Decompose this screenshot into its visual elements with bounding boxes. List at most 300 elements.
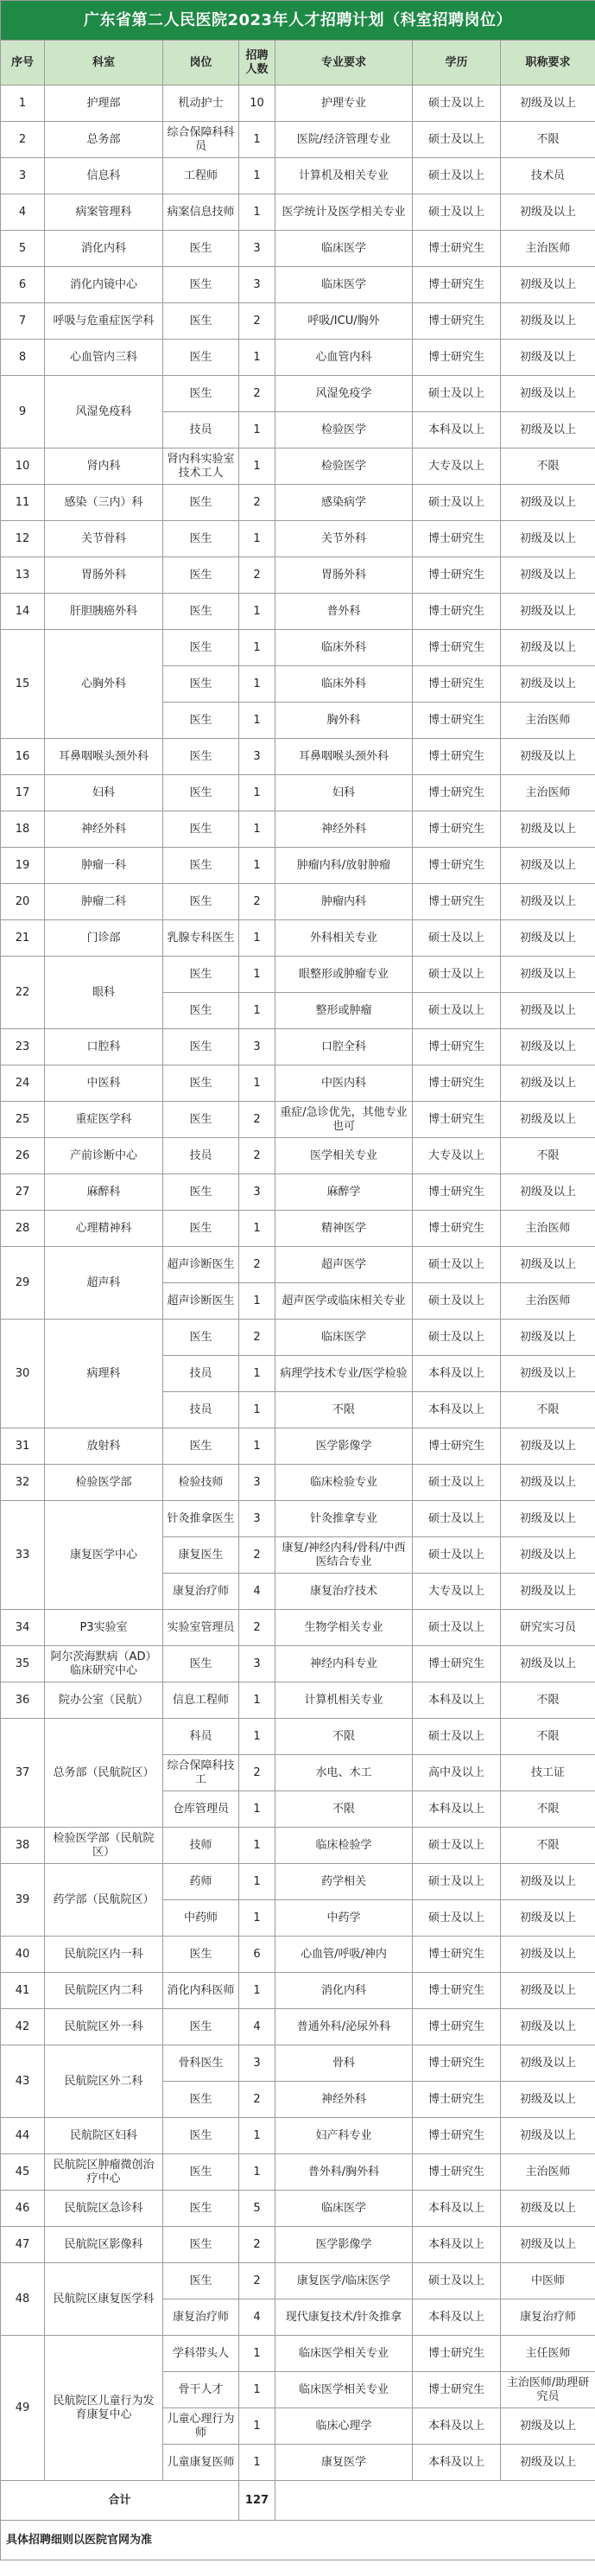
cell-department: 心血管内三科 [45,340,163,376]
cell-major: 中药学 [275,1900,413,1937]
cell-serial-no: 42 [1,2009,45,2045]
cell-headcount: 1 [239,703,275,739]
cell-degree: 博士研究生 [413,1211,501,1247]
cell-department: 门诊部 [45,920,163,957]
cell-title-requirement: 研究实习员 [501,1610,595,1646]
cell-headcount: 1 [239,1283,275,1320]
cell-degree: 硕士及以上 [413,1537,501,1574]
table-row [1,920,595,957]
cell-title-requirement: 主治医师 [501,775,595,811]
cell-headcount: 1 [239,1900,275,1937]
cell-department: 检验医学部 [45,1465,163,1501]
table-row [1,594,595,630]
cell-serial-no: 37 [1,1719,45,1828]
cell-degree: 大专及以上 [413,448,501,485]
cell-degree: 大专及以上 [413,1138,501,1174]
cell-degree: 博士研究生 [413,630,501,666]
cell-headcount: 2 [239,1610,275,1646]
cell-degree: 博士研究生 [413,848,501,884]
cell-headcount: 1 [239,2445,275,2481]
table-row [1,957,595,993]
cell-department: 妇科 [45,775,163,811]
cell-degree: 硕士及以上 [413,1900,501,1937]
cell-department: 产前诊断中心 [45,1138,163,1174]
table-row [1,1247,595,1283]
cell-position: 技员 [163,1138,239,1174]
cell-headcount: 2 [239,1138,275,1174]
cell-department: 呼吸与危重症医学科 [45,303,163,340]
cell-serial-no: 12 [1,521,45,557]
cell-title-requirement: 初级及以上 [501,86,595,122]
cell-degree: 硕士及以上 [413,1610,501,1646]
cell-serial-no: 9 [1,376,45,448]
cell-position: 技员 [163,1392,239,1428]
cell-major: 康复治疗技术 [275,1574,413,1610]
cell-headcount: 3 [239,1465,275,1501]
cell-title-requirement: 初级及以上 [501,848,595,884]
cell-title-requirement: 初级及以上 [501,2045,595,2082]
cell-major: 临床外科 [275,630,413,666]
table-row [1,739,595,775]
cell-serial-no: 40 [1,1937,45,1973]
cell-position: 技员 [163,412,239,448]
cell-department: 信息科 [45,158,163,194]
cell-major: 普外科/胸外科 [275,2154,413,2191]
table-body [1,86,595,2481]
cell-serial-no: 38 [1,1828,45,1864]
cell-position: 儿童康复医师 [163,2445,239,2481]
cell-department: 感染（三内）科 [45,485,163,521]
cell-headcount: 1 [239,1428,275,1465]
cell-headcount: 2 [239,2082,275,2118]
cell-major: 整形或肿瘤 [275,993,413,1029]
cell-serial-no: 25 [1,1102,45,1138]
cell-serial-no: 23 [1,1029,45,1065]
cell-department: 重症医学科 [45,1102,163,1138]
cell-major: 康复/神经内科/骨科/中西医结合专业 [275,1537,413,1574]
cell-major: 药学相关 [275,1864,413,1900]
table-row [1,1102,595,1138]
cell-major: 神经内科专业 [275,1646,413,1682]
cell-headcount: 1 [239,1864,275,1900]
cell-title-requirement: 初级及以上 [501,2118,595,2154]
cell-department: 民航院区儿童行为发育康复中心 [45,2336,163,2481]
cell-position: 机动护士 [163,86,239,122]
table-row [1,303,595,340]
cell-position: 药师 [163,1864,239,1900]
cell-title-requirement: 技术员 [501,158,595,194]
table-row [1,1610,595,1646]
cell-major: 医学影像学 [275,1428,413,1465]
cell-degree: 博士研究生 [413,1646,501,1682]
cell-position: 医生 [163,848,239,884]
cell-serial-no: 46 [1,2191,45,2227]
cell-degree: 博士研究生 [413,557,501,594]
cell-serial-no: 8 [1,340,45,376]
cell-position: 医生 [163,2082,239,2118]
cell-position: 乳腺专科医生 [163,920,239,957]
cell-serial-no: 17 [1,775,45,811]
cell-major: 针灸推拿专业 [275,1501,413,1537]
cell-major: 超声医学 [275,1247,413,1283]
cell-title-requirement: 初级及以上 [501,267,595,303]
column-header-department: 科室 [45,41,163,86]
table-row [1,1828,595,1864]
cell-title-requirement: 不限 [501,448,595,485]
cell-headcount: 1 [239,957,275,993]
cell-major: 胸外科 [275,703,413,739]
cell-degree: 本科及以上 [413,2191,501,2227]
cell-headcount: 1 [239,811,275,848]
cell-department: 民航院区急诊科 [45,2191,163,2227]
cell-serial-no: 31 [1,1428,45,1465]
cell-title-requirement: 康复治疗师 [501,2299,595,2336]
cell-department: 心胸外科 [45,630,163,739]
cell-department: 消化内科 [45,231,163,267]
cell-department: 耳鼻咽喉头颈外科 [45,739,163,775]
table-row [1,1501,595,1537]
cell-serial-no: 29 [1,1247,45,1320]
table-row [1,1973,595,2009]
table-row [1,2191,595,2227]
cell-serial-no: 36 [1,1682,45,1719]
cell-degree: 硕士及以上 [413,194,501,231]
cell-title-requirement: 初级及以上 [501,2227,595,2263]
cell-position: 病案信息技师 [163,194,239,231]
cell-serial-no: 44 [1,2118,45,2154]
cell-department: P3实验室 [45,1610,163,1646]
cell-title-requirement: 主治医师/助理研究员 [501,2372,595,2408]
cell-degree: 硕士及以上 [413,376,501,412]
table-row [1,1719,595,1755]
cell-title-requirement: 初级及以上 [501,1537,595,1574]
cell-title-requirement: 主治医师 [501,1283,595,1320]
cell-headcount: 2 [239,557,275,594]
cell-position: 超声诊断医生 [163,1247,239,1283]
cell-major: 神经外科 [275,811,413,848]
cell-major: 医学相关专业 [275,1138,413,1174]
cell-position: 医生 [163,739,239,775]
cell-position: 实验室管理员 [163,1610,239,1646]
cell-position: 医生 [163,485,239,521]
cell-title-requirement: 不限 [501,1392,595,1428]
table-row [1,1465,595,1501]
table-row [1,2118,595,2154]
cell-major: 临床检验专业 [275,1465,413,1501]
cell-degree: 硕士及以上 [413,86,501,122]
cell-degree: 硕士及以上 [413,158,501,194]
cell-degree: 硕士及以上 [413,2263,501,2299]
cell-position: 医生 [163,2009,239,2045]
table-row [1,86,595,122]
cell-title-requirement: 中医师 [501,2263,595,2299]
cell-headcount: 1 [239,594,275,630]
cell-position: 肾内科实验室技术工人 [163,448,239,485]
table-row [1,2336,595,2372]
cell-title-requirement: 初级及以上 [501,884,595,920]
cell-department: 口腔科 [45,1029,163,1065]
cell-headcount: 2 [239,1320,275,1356]
total-label: 合计 [1,2481,239,2521]
cell-degree: 博士研究生 [413,340,501,376]
table-row [1,1065,595,1102]
cell-serial-no: 27 [1,1174,45,1211]
cell-position: 医生 [163,1937,239,1973]
cell-title-requirement: 初级及以上 [501,2445,595,2481]
cell-degree: 本科及以上 [413,412,501,448]
cell-title-requirement: 初级及以上 [501,2408,595,2445]
cell-serial-no: 45 [1,2154,45,2191]
cell-headcount: 2 [239,2263,275,2299]
cell-degree: 博士研究生 [413,1937,501,1973]
column-header-major: 专业要求 [275,41,413,86]
cell-department: 检验医学部（民航院区） [45,1828,163,1864]
cell-department: 院办公室（民航） [45,1682,163,1719]
table-row [1,630,595,666]
cell-major: 计算机相关专业 [275,1682,413,1719]
cell-headcount: 3 [239,1501,275,1537]
cell-headcount: 5 [239,2191,275,2227]
cell-department: 民航院区外一科 [45,2009,163,2045]
cell-title-requirement: 技工证 [501,1755,595,1791]
cell-position: 医生 [163,993,239,1029]
cell-position: 中药师 [163,1900,239,1937]
cell-major: 骨科 [275,2045,413,2082]
cell-degree: 硕士及以上 [413,1501,501,1537]
cell-title-requirement: 不限 [501,1791,595,1828]
cell-position: 医生 [163,1029,239,1065]
cell-position: 医生 [163,303,239,340]
cell-title-requirement: 初级及以上 [501,1465,595,1501]
cell-position: 科员 [163,1719,239,1755]
table-row [1,485,595,521]
cell-major: 耳鼻咽喉头颈外科 [275,739,413,775]
cell-degree: 大专及以上 [413,1574,501,1610]
cell-serial-no: 34 [1,1610,45,1646]
cell-position: 针灸推拿医生 [163,1501,239,1537]
cell-degree: 博士研究生 [413,1973,501,2009]
cell-serial-no: 5 [1,231,45,267]
cell-degree: 本科及以上 [413,2227,501,2263]
cell-title-requirement: 初级及以上 [501,1574,595,1610]
cell-serial-no: 47 [1,2227,45,2263]
cell-headcount: 1 [239,775,275,811]
cell-headcount: 3 [239,1646,275,1682]
total-blank-cell [275,2481,595,2521]
table-row [1,1320,595,1356]
cell-title-requirement: 初级及以上 [501,739,595,775]
cell-headcount: 1 [239,1211,275,1247]
table-row [1,775,595,811]
cell-title-requirement: 初级及以上 [501,1102,595,1138]
cell-degree: 本科及以上 [413,1356,501,1392]
cell-degree: 硕士及以上 [413,957,501,993]
cell-degree: 博士研究生 [413,1102,501,1138]
table-row [1,557,595,594]
cell-major: 医学影像学 [275,2227,413,2263]
cell-department: 风湿免疫科 [45,376,163,448]
cell-degree: 硕士及以上 [413,920,501,957]
note-row [1,2521,595,2560]
cell-title-requirement: 主治医师 [501,703,595,739]
cell-position: 医生 [163,2154,239,2191]
cell-headcount: 2 [239,2227,275,2263]
table-row [1,1864,595,1900]
cell-degree: 博士研究生 [413,303,501,340]
cell-headcount: 1 [239,194,275,231]
table-row [1,122,595,158]
cell-degree: 本科及以上 [413,2299,501,2336]
cell-position: 技师 [163,1828,239,1864]
cell-department: 肝胆胰癌外科 [45,594,163,630]
cell-department: 放射科 [45,1428,163,1465]
column-header-position: 岗位 [163,41,239,86]
cell-degree: 博士研究生 [413,1029,501,1065]
cell-major: 风湿免疫学 [275,376,413,412]
cell-headcount: 1 [239,993,275,1029]
cell-degree: 博士研究生 [413,267,501,303]
cell-department: 阿尔茨海默病（AD）临床研究中心 [45,1646,163,1682]
cell-title-requirement: 初级及以上 [501,194,595,231]
table-row [1,1682,595,1719]
cell-major: 中医内科 [275,1065,413,1102]
cell-position: 超声诊断医生 [163,1283,239,1320]
cell-position: 骨干人才 [163,2372,239,2408]
cell-department: 眼科 [45,957,163,1029]
table-row [1,848,595,884]
cell-serial-no: 43 [1,2045,45,2118]
cell-headcount: 3 [239,1029,275,1065]
cell-major: 生物学相关专业 [275,1610,413,1646]
cell-title-requirement: 初级及以上 [501,1900,595,1937]
table-row [1,376,595,412]
cell-major: 妇产科专业 [275,2118,413,2154]
table-row [1,448,595,485]
cell-degree: 博士研究生 [413,2372,501,2408]
cell-serial-no: 7 [1,303,45,340]
cell-headcount: 3 [239,231,275,267]
cell-position: 康复治疗师 [163,1574,239,1610]
cell-position: 医生 [163,2227,239,2263]
cell-degree: 硕士及以上 [413,1283,501,1320]
cell-major: 临床医学 [275,1320,413,1356]
cell-position: 儿童心理行为师 [163,2408,239,2445]
cell-title-requirement: 初级及以上 [501,594,595,630]
cell-major: 现代康复技术/针灸推拿 [275,2299,413,2336]
cell-headcount: 3 [239,2045,275,2082]
cell-position: 工程师 [163,158,239,194]
cell-degree: 博士研究生 [413,739,501,775]
cell-major: 呼吸/ICU/胸外 [275,303,413,340]
cell-degree: 博士研究生 [413,231,501,267]
cell-major: 神经外科 [275,2082,413,2118]
cell-headcount: 10 [239,86,275,122]
cell-major: 妇科 [275,775,413,811]
cell-serial-no: 2 [1,122,45,158]
table-row [1,1937,595,1973]
cell-position: 医生 [163,2263,239,2299]
cell-major: 外科相关专业 [275,920,413,957]
column-header-serial-no: 序号 [1,41,45,86]
cell-headcount: 1 [239,2336,275,2372]
cell-major: 临床外科 [275,666,413,703]
cell-headcount: 2 [239,485,275,521]
table-row [1,2227,595,2263]
cell-position: 医生 [163,703,239,739]
cell-department: 病理科 [45,1320,163,1428]
cell-department: 胃肠外科 [45,557,163,594]
cell-headcount: 3 [239,1174,275,1211]
cell-major: 临床医学相关专业 [275,2372,413,2408]
cell-degree: 博士研究生 [413,2154,501,2191]
cell-position: 医生 [163,1102,239,1138]
table-row [1,231,595,267]
cell-serial-no: 35 [1,1646,45,1682]
cell-major: 医院/经济管理专业 [275,122,413,158]
cell-position: 医生 [163,557,239,594]
cell-position: 医生 [163,1428,239,1465]
cell-department: 超声科 [45,1247,163,1320]
cell-title-requirement: 不限 [501,122,595,158]
cell-major: 肿瘤内科 [275,884,413,920]
cell-department: 病案管理科 [45,194,163,231]
cell-title-requirement: 初级及以上 [501,2191,595,2227]
cell-headcount: 4 [239,1574,275,1610]
cell-position: 骨科医生 [163,2045,239,2082]
cell-position: 医生 [163,1174,239,1211]
cell-serial-no: 19 [1,848,45,884]
table-row [1,158,595,194]
cell-title-requirement: 初级及以上 [501,1646,595,1682]
cell-degree: 硕士及以上 [413,1864,501,1900]
table-row [1,1138,595,1174]
cell-major: 临床医学 [275,231,413,267]
cell-title-requirement: 初级及以上 [501,1320,595,1356]
cell-serial-no: 16 [1,739,45,775]
table-row [1,521,595,557]
cell-serial-no: 32 [1,1465,45,1501]
column-header-title-requirement: 职称要求 [501,41,595,86]
cell-serial-no: 41 [1,1973,45,2009]
cell-position: 医生 [163,1646,239,1682]
cell-department: 神经外科 [45,811,163,848]
cell-degree: 博士研究生 [413,884,501,920]
cell-serial-no: 49 [1,2336,45,2481]
cell-position: 医生 [163,630,239,666]
cell-major: 不限 [275,1719,413,1755]
cell-title-requirement: 初级及以上 [501,1501,595,1537]
cell-degree: 博士研究生 [413,521,501,557]
cell-degree: 博士研究生 [413,775,501,811]
cell-major: 麻醉学 [275,1174,413,1211]
cell-degree: 本科及以上 [413,1392,501,1428]
cell-position: 医生 [163,231,239,267]
cell-position: 康复治疗师 [163,2299,239,2336]
column-header-headcount: 招聘人数 [239,41,275,86]
cell-title-requirement: 初级及以上 [501,521,595,557]
cell-position: 医生 [163,1065,239,1102]
cell-degree: 硕士及以上 [413,1247,501,1283]
cell-headcount: 1 [239,122,275,158]
cell-headcount: 2 [239,1102,275,1138]
cell-position: 医生 [163,521,239,557]
cell-major: 心血管/呼吸/神内 [275,1937,413,1973]
cell-major: 不限 [275,1392,413,1428]
cell-serial-no: 22 [1,957,45,1029]
cell-position: 综合保障科技工 [163,1755,239,1791]
cell-degree: 博士研究生 [413,666,501,703]
cell-serial-no: 3 [1,158,45,194]
